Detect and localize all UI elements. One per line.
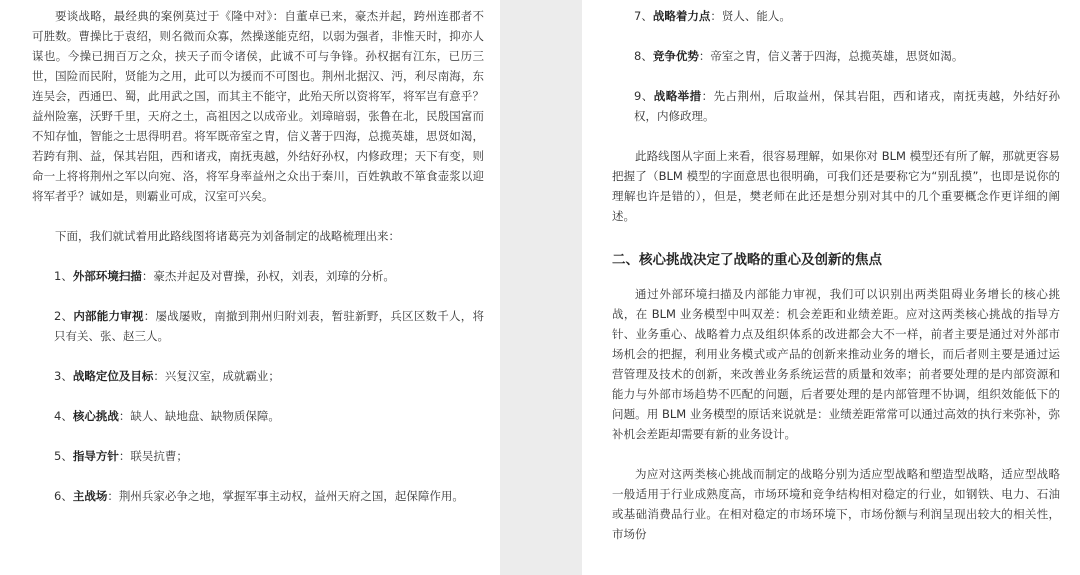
- item-term: 主战场: [72, 489, 108, 503]
- list-item: 2、内部能力审视：屡战屡败，南撤到荆州归附刘表，暂驻新野，兵区区数千人，将只有关、张、赵三人。: [54, 309, 485, 343]
- list-item: 6、主战场：荆州兵家必争之地，掌握军事主动权，益州天府之国，起保障作用。: [54, 489, 464, 503]
- item-term: 指导方针: [72, 449, 119, 463]
- section-heading: 二、核心挑战决定了战略的重心及创新的焦点: [612, 252, 882, 268]
- list-item: 1、外部环境扫描：豪杰并起及对曹操，孙权，刘表，刘璋的分析。: [54, 269, 395, 283]
- list-item: 3、战略定位及目标：兴复汉室，成就霸业；: [54, 369, 280, 383]
- list-item: 4、核心挑战：缺人、缺地盘、缺物质保障。: [54, 409, 280, 423]
- right-page: [582, 0, 1080, 575]
- item-term: 战略定位及目标: [72, 369, 154, 383]
- lead-in-paragraph: 下面，我们就试着用此路线图将诸葛亮为刘备制定的战略梳理出来：: [55, 229, 400, 243]
- list-item: 7、战略着力点：贤人、能人。: [634, 9, 791, 23]
- intro-paragraph: 要谈战略，最经典的案例莫过于《隆中对》：自董卓已来，豪杰并起，跨州连郡者不可胜数。曹操比于袁绍，则名微而众寡，然操遂能克绍，以弱为强者，非惟天时，抑亦人谋也。今操已拥百万之众，挟天子而令诸侯，此诚不可与争锋。孙权据有江东，已历三世，国险而民附，贤能为之用，此可以为援而不可图也。荆州北据汉、沔，利尽南海，东连吴会，西通巴、蜀，此用武之国，而其主不能守，此殆天所以资将军，将军岂有意乎？益州险塞，沃野千里，天府之土，高祖因之以成帝业。刘璋暗弱，张鲁在北，民殷国富而不知存恤，智能之士思得明君。将军既帝室之胄，信义著于四海，总揽英雄，思贤如渴，若跨有荆、益，保其岩阻，西和诸戎，南抚夷越，外结好孙权，内修政理；天下有变，则命一上将将荆州之军以向宛、洛，将军身率益州之众出于秦川，百姓孰敢不箪食壶浆以迎将军者乎？诚如是，则霸业可成，汉室可兴矣。: [32, 9, 484, 203]
- item-term: 竞争优势: [652, 49, 699, 63]
- item-term: 战略举措: [653, 89, 702, 103]
- list-item: 8、竞争优势：帝室之胄，信义著于四海，总揽英雄，思贤如渴。: [634, 49, 964, 63]
- item-term: 外部环境扫描: [72, 269, 142, 283]
- item-term: 战略着力点: [652, 9, 711, 23]
- list-item: 9、战略举措：先占荆州，后取益州，保其岩阻，西和诸戎，南抚夷越，外结好孙权，内修政理。: [634, 89, 1061, 123]
- strategy-paragraph: 为应对这两类核心挑战而制定的战略分别为适应型战略和塑造型战略，适应型战略一般适用于行业成熟度高，市场环境和竞争结构相对稳定的行业，如钢铁、电力、石油或基础消费品行业。在相对稳定的市场环境下，市场份额与利润呈现出较大的相关性，市场份: [612, 467, 1060, 541]
- blm-paragraph: 此路线图从字面上来看，很容易理解，如果你对 BLM 模型还有所了解，那就更容易把握了（BLM 模型的字面意思也很明确，可我们还是要称它为“别乱摸”，也即是说你的理解也许是错的），但是，樊老师在此还是想分别对其中的几个重要概念作更详细的阐述。: [612, 149, 1060, 223]
- challenge-paragraph: 通过外部环境扫描及内部能力审视，我们可以识别出两类阻碍业务增长的核心挑战，在 BLM 业务模型中叫双差：机会差距和业绩差距。应对这两类核心挑战的指导方针、业务重心、战略着力点及组织体系的改进都会大不一样，前者主要是通过对外部市场机会的把握，利用业务模式或产品的创新来推动业务的增长，而后者则主要是通过运营管理及技术的创新，来改善业务系统运营的质量和效率；前者要处理的是内部资源和能力与外部市场趋势不匹配的问题，后者要处理的是内部管理不协调，组织效能低下的问题。用 BLM 业务模型的原话来说就是：业绩差距常常可以通过高效的执行来弥补，弥补机会差距却需要有新的业务设计。: [612, 287, 1060, 441]
- item-term: 内部能力审视: [73, 309, 144, 323]
- page-gap: [500, 0, 582, 575]
- left-page: [0, 0, 500, 575]
- item-term: 核心挑战: [72, 409, 119, 423]
- list-item: 5、指导方针：联吴抗曹；: [54, 449, 188, 463]
